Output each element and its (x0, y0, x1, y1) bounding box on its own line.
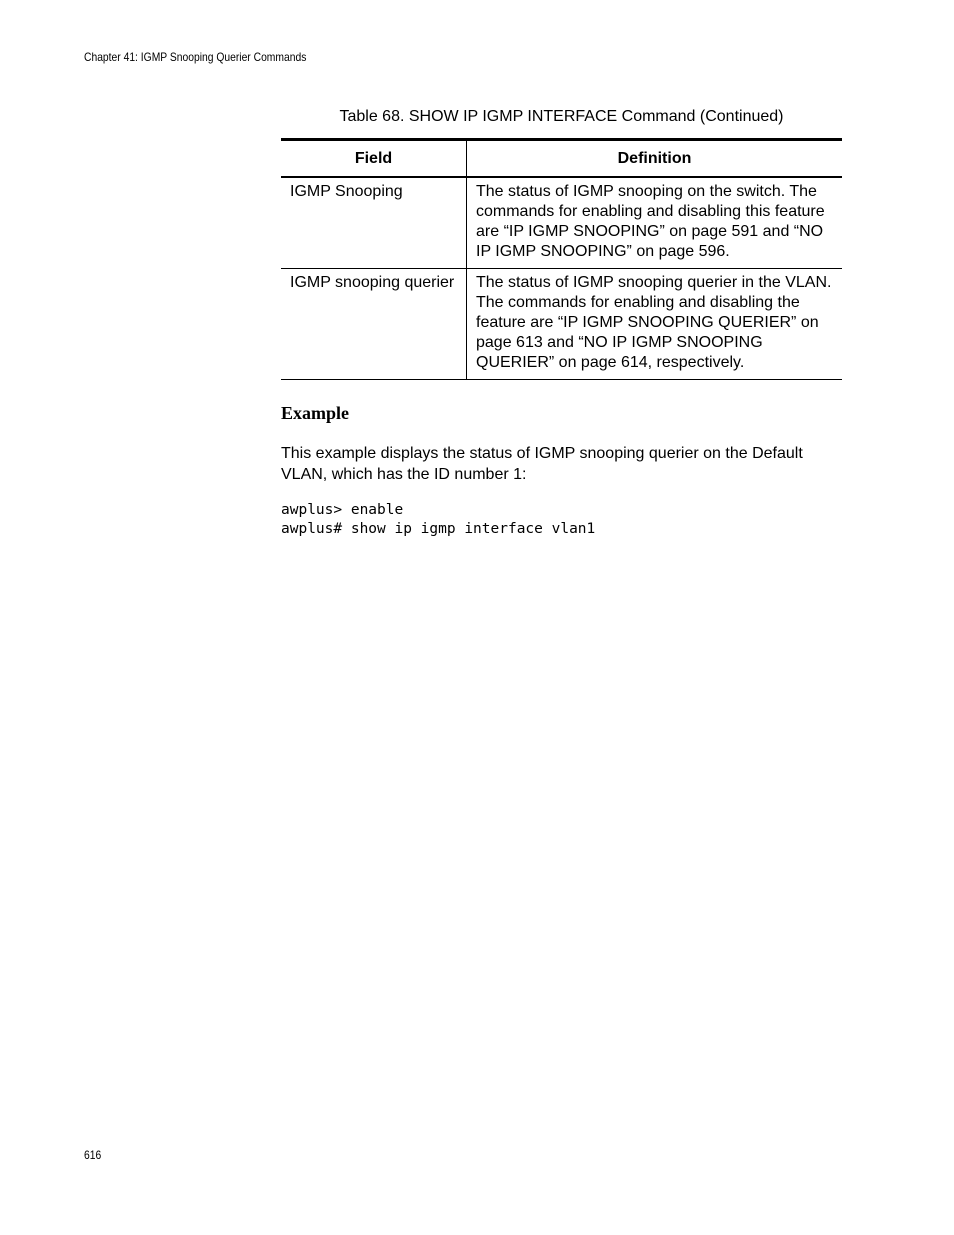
column-header-definition: Definition (467, 140, 843, 178)
field-cell: IGMP Snooping (281, 177, 467, 269)
section-heading: Example (281, 403, 350, 423)
code-line: awplus> enable (281, 502, 404, 518)
page-number: 616 (84, 1148, 102, 1162)
table-row (281, 177, 842, 269)
running-header: Chapter 41: IGMP Snooping Querier Commands (84, 50, 307, 64)
table-caption: Table 68. SHOW IP IGMP INTERFACE Command (Continued) (339, 108, 784, 125)
table-row (281, 269, 842, 380)
definition-cell: The status of IGMP snooping querier in the VLAN. The commands for enabling and disabling the feature are “IP IGMP SNOOPING QUERIER” on page 613 and “NO IP IGMP SNOOPING QUERIER” on page 614, respectively. (467, 269, 843, 380)
field-cell: IGMP snooping querier (281, 269, 467, 380)
column-header-field: Field (281, 140, 467, 178)
definition-cell: The status of IGMP snooping on the switch. The commands for enabling and disabling this feature are “IP IGMP SNOOPING” on page 591 and “NO IP IGMP SNOOPING” on page 596. (467, 177, 843, 269)
code-block (281, 501, 595, 539)
example-intro-paragraph: This example displays the status of IGMP snooping querier on the Default VLAN, which has the ID number 1: (281, 445, 803, 483)
table-header-row (281, 140, 842, 178)
code-line: awplus# show ip igmp interface vlan1 (281, 521, 596, 537)
field-definition-table (281, 138, 842, 380)
